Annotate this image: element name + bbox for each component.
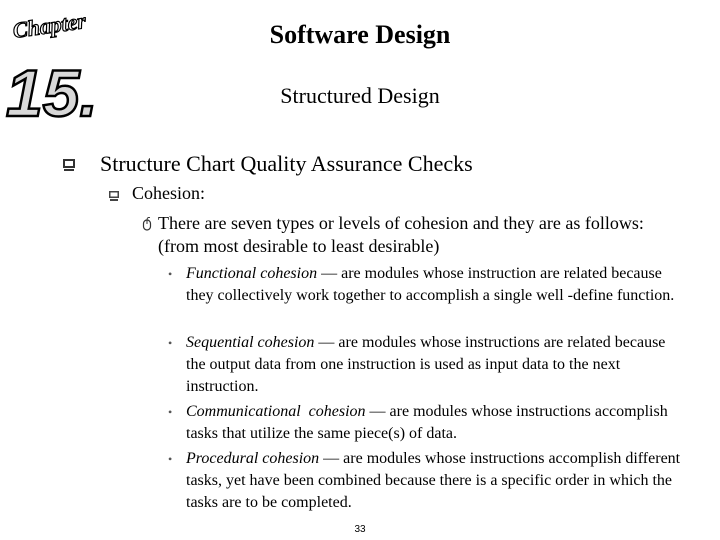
item-term: Functional cohesion [186,265,318,282]
list-item [168,332,683,398]
mouse-bullet-icon [142,217,152,231]
intro-text: There are seven types or levels of cohesion and they are as follows: (from most desirable to least desirable) [158,213,644,256]
dot-bullet-icon: • [168,405,173,419]
list-item [168,401,683,445]
slide-subtitle: Structured Design [280,83,440,108]
dot-bullet-icon: • [168,336,173,350]
page-number: 33 [354,524,366,535]
computer-bullet-small-icon [108,190,120,202]
computer-bullet-icon [62,158,76,172]
item-text: — are modules whose instructions are related because the output data from one instruction is used as input data to the next instruction. [186,334,666,395]
dot-bullet-icon: • [168,452,173,466]
item-term: Communicational cohesion [186,403,366,420]
item-term: Procedural cohesion [186,450,320,467]
list-item [168,263,683,307]
dot-bullet-icon: • [168,267,173,281]
item-term: Sequential cohesion [186,334,315,351]
heading-text: Structure Chart Quality Assurance Checks [100,151,473,176]
slide-title: Software Design [269,20,451,49]
item-text: — are modules whose instruction are related because they collectively work together to accomplish a single well -define function. [186,265,675,304]
item-text: — are modules whose instructions accomplish different tasks, yet have been combined because there is a specific order in which the tasks are to be completed. [186,450,681,511]
list-item [168,448,683,514]
logo-number-text: 15. [6,56,98,128]
item-text: — are modules whose instructions accomplish tasks that utilize the same piece(s) of data. [186,403,668,442]
logo-chapter-text: Chapter [11,7,88,43]
subheading-text: Cohesion: [132,183,206,203]
